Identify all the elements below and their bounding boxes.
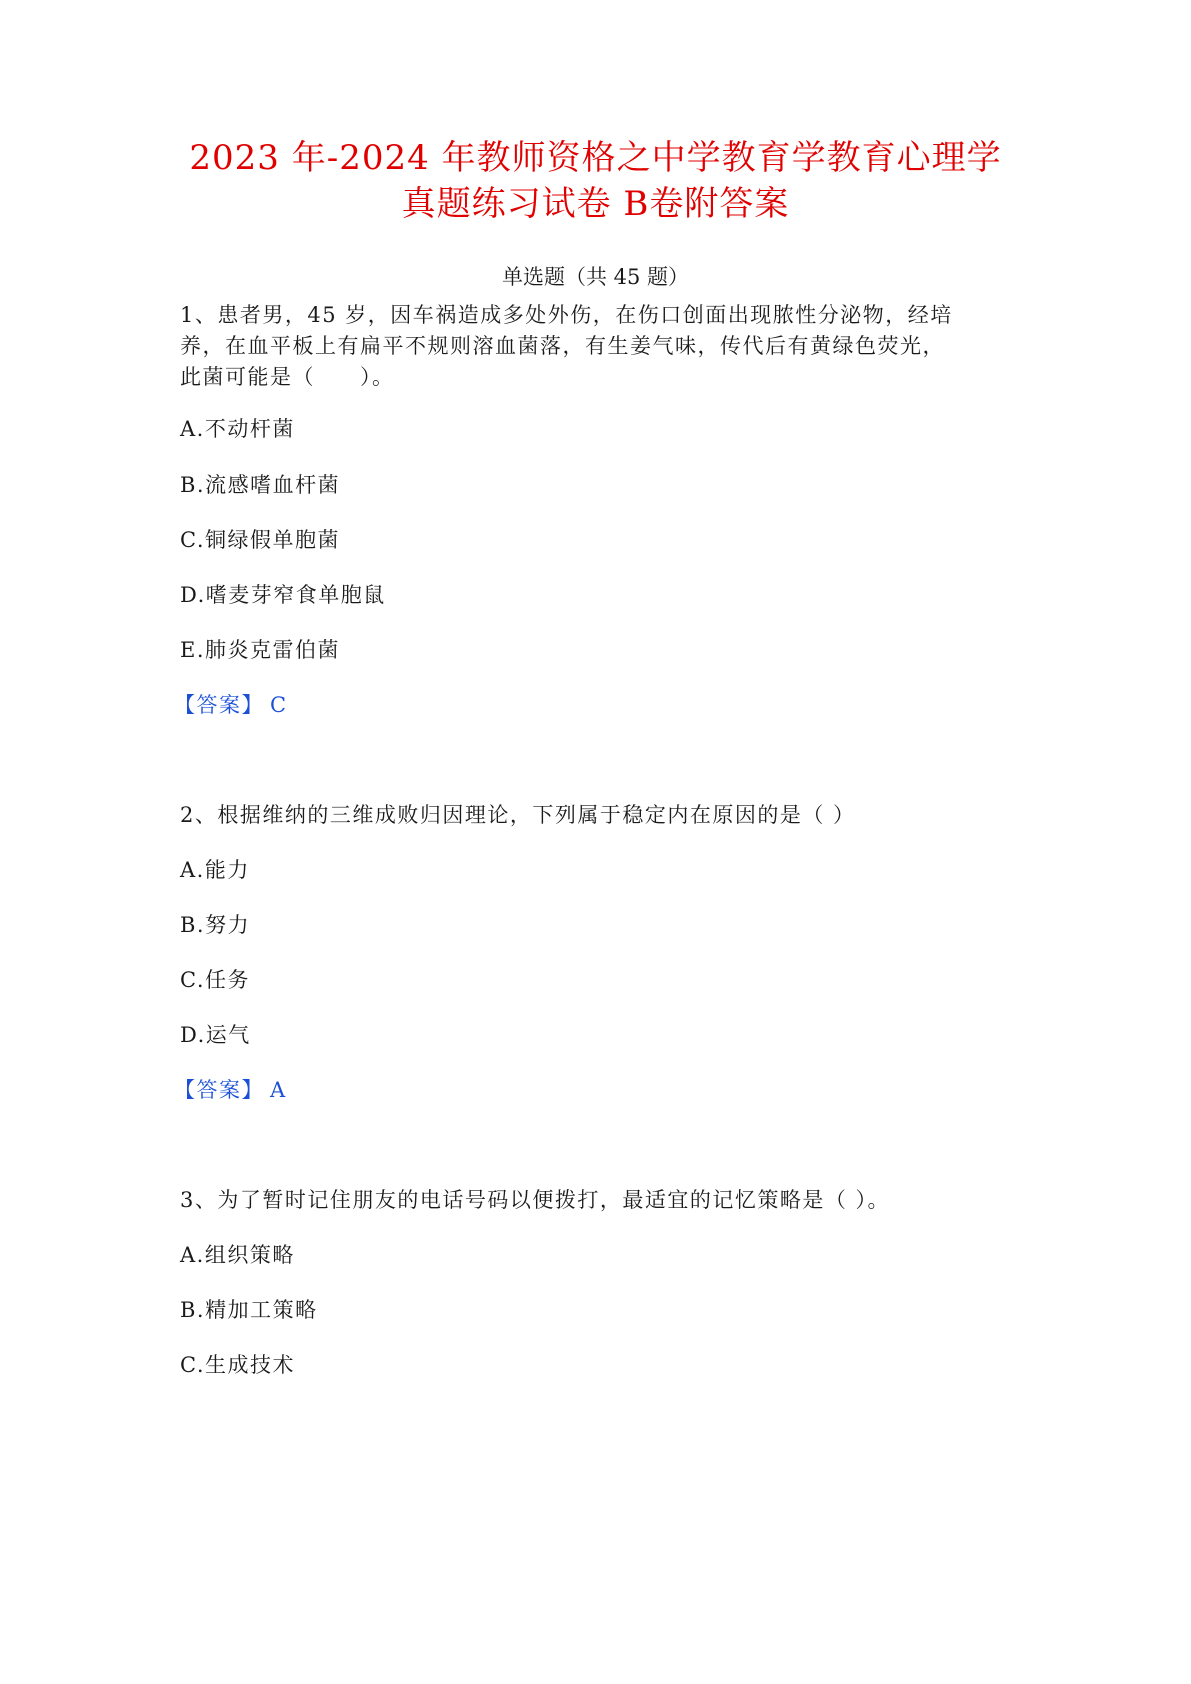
question-2-option-b: B.努力 [180,913,251,937]
question-1-option-d: D.嗜麦芽窄食单胞鼠 [180,583,386,607]
question-3-option-c: C.生成技术 [180,1353,295,1377]
question-1-answer [174,690,286,720]
question-2-answer [174,1075,285,1105]
question-1-answer-value: C [270,693,287,717]
question-3-option-b: B.精加工策略 [180,1298,318,1322]
question-2-stem-line-1: 2、根据维纳的三维成败归因理论，下列属于稳定内在原因的是（ ） [180,803,856,827]
question-2-answer-value: A [270,1078,286,1102]
section-header: 单选题（共 45 题） [501,265,690,289]
question-1-option-e: E.肺炎克雷伯菌 [180,638,341,662]
question-3-option-a: A.组织策略 [180,1243,295,1267]
question-3-stem-line-1: 3、为了暂时记住朋友的电话号码以便拨打，最适宜的记忆策略是（ ）。 [180,1188,891,1212]
document-title-line-1: 2023 年-2024 年教师资格之中学教育学教育心理学 [189,138,1002,178]
question-1-stem-line-2: 养，在血平板上有扁平不规则溶血菌落，有生姜气味，传代后有黄绿色荧光， [180,334,945,358]
question-2-answer-label: 【答案】 [174,1078,264,1102]
question-1-answer-label: 【答案】 [174,693,264,717]
question-1-stem-line-3: 此菌可能是（ ）。 [180,365,395,389]
question-1-stem-line-1: 1、患者男，45 岁，因车祸造成多处外伤，在伤口创面出现脓性分泌物，经培 [180,303,953,327]
document-title-line-2: 真题练习试卷 B卷附答案 [401,184,790,224]
question-2-option-d: D.运气 [180,1023,251,1047]
question-1-option-a: A.不动杆菌 [180,417,295,441]
question-2-option-a: A.能力 [180,858,250,882]
question-1-option-b: B.流感嗜血杆菌 [180,473,341,497]
question-2-option-c: C.任务 [180,968,250,992]
question-1-option-c: C.铜绿假单胞菌 [180,528,340,552]
